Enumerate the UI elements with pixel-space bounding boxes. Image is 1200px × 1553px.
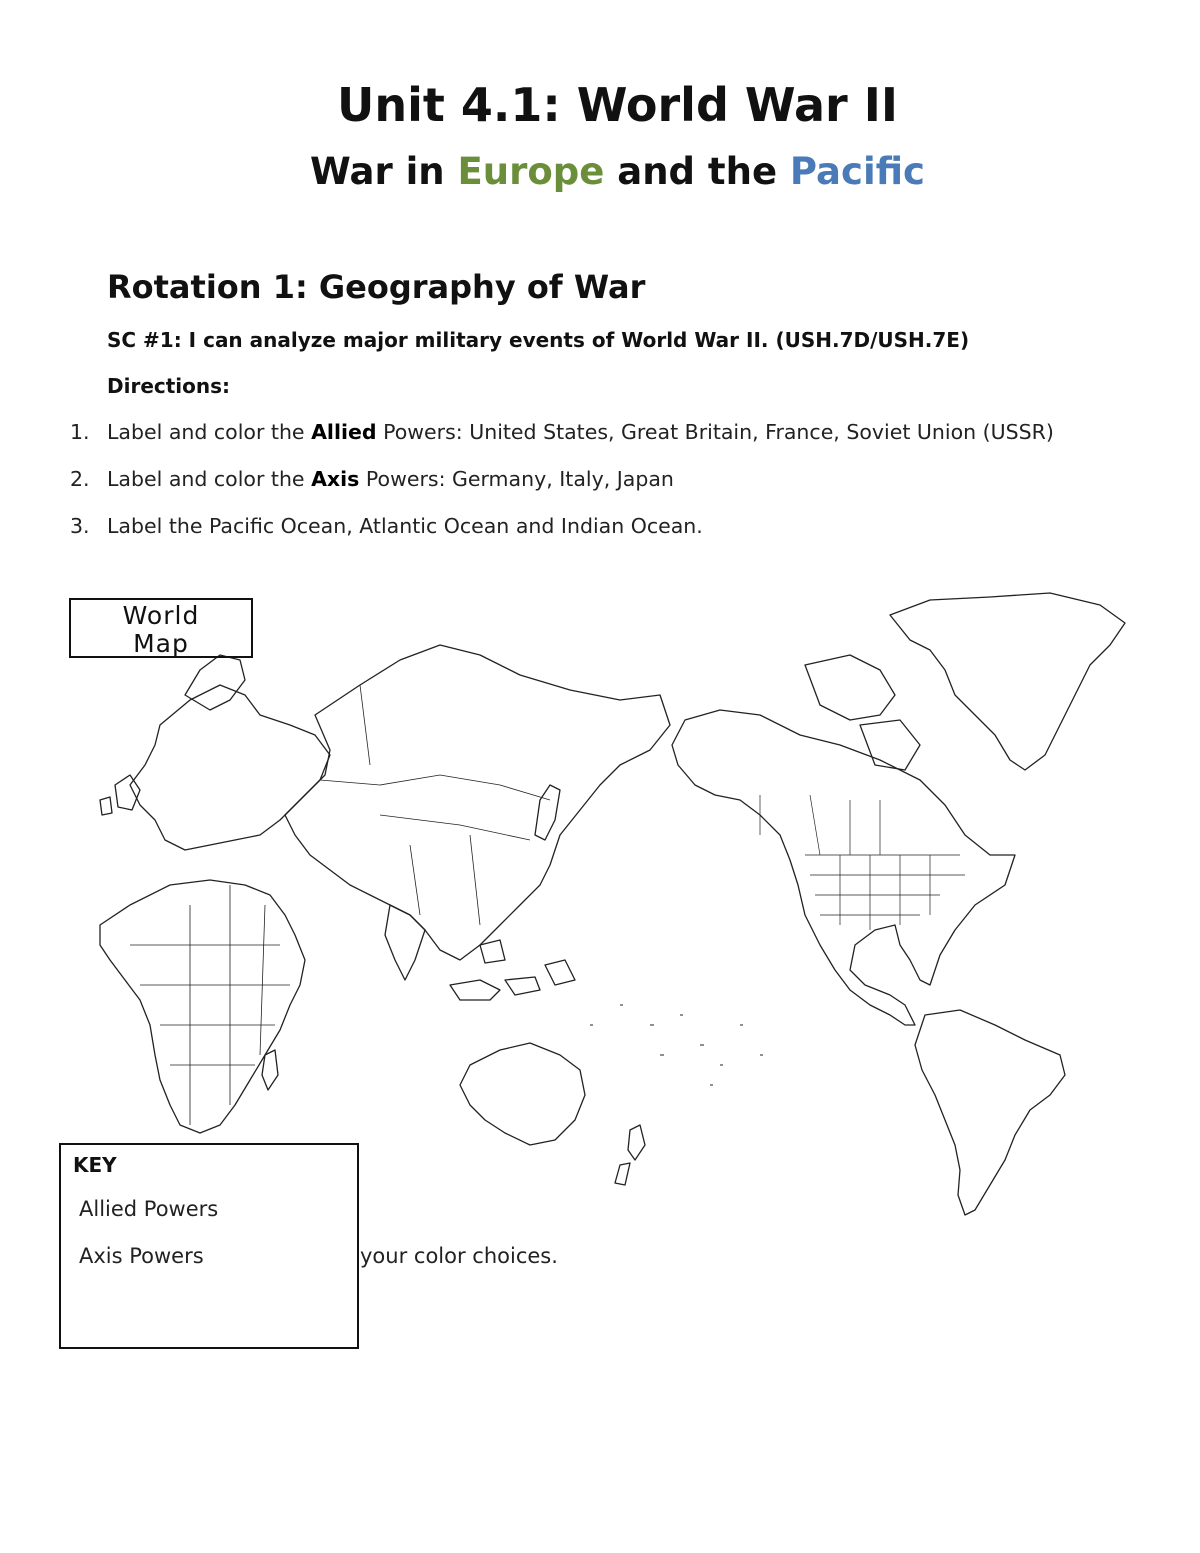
landmass-asia [285,645,670,960]
direction-post: Powers: United States, Great Britain, France, Soviet Union (USSR) [376,420,1054,444]
section-heading: Rotation 1: Geography of War [107,268,646,306]
key-item-allied: Allied Powers [79,1197,219,1221]
subtitle-europe: Europe [457,150,605,193]
direction-text [107,467,674,491]
direction-number: 1. [70,420,90,444]
directions-label: Directions: [107,374,231,398]
key-item-axis: Axis Powers [79,1244,204,1268]
subtitle-pacific: Pacific [789,150,925,193]
direction-number: 3. [70,514,90,538]
landmass-scandinavia [185,655,245,710]
world-map-outline [60,585,1140,1225]
direction-post: Powers: Germany, Italy, Japan [359,467,674,491]
landmass-south-america [915,1010,1065,1215]
direction-bold: Allied [311,420,377,444]
landmass-europe [130,685,330,850]
world-map-label-line2: Map [133,629,189,658]
trailing-instruction-text: your color choices. [360,1244,558,1268]
landmass-se-asia-islands [450,940,575,1000]
direction-pre: Label the Pacific Ocean, Atlantic Ocean and Indian Ocean. [107,514,703,538]
direction-text [107,514,703,538]
landmass-north-america [672,710,1015,1025]
landmass-asia-borders [320,685,550,925]
landmass-india [385,905,425,980]
page-title: Unit 4.1: World War II [337,78,898,132]
direction-pre: Label and color the [107,467,312,491]
landmass-greenland [890,593,1125,770]
direction-number: 2. [70,467,90,491]
landmass-british-isles [100,775,140,815]
success-criteria: SC #1: I can analyze major military events of World War II. (USH.7D/USH.7E) [107,328,970,352]
landmass-australia [460,1043,585,1145]
direction-bold: Axis [311,467,360,491]
landmass-africa [100,880,305,1133]
subtitle-part2: and the [604,150,790,193]
landmass-africa-borders [130,885,290,1125]
world-map-label-line1: World [122,601,200,630]
page-subtitle [0,150,1200,193]
map-key [59,1143,359,1349]
direction-pre: Label and color the [107,420,312,444]
landmass-japan [535,785,560,840]
landmass-new-zealand [615,1125,645,1185]
landmass-madagascar [262,1050,278,1090]
world-map-label [69,598,253,658]
landmass-pacific-islands [590,1005,763,1085]
key-title: KEY [73,1153,117,1177]
direction-text [107,420,1054,444]
subtitle-part1: War in [309,150,458,193]
